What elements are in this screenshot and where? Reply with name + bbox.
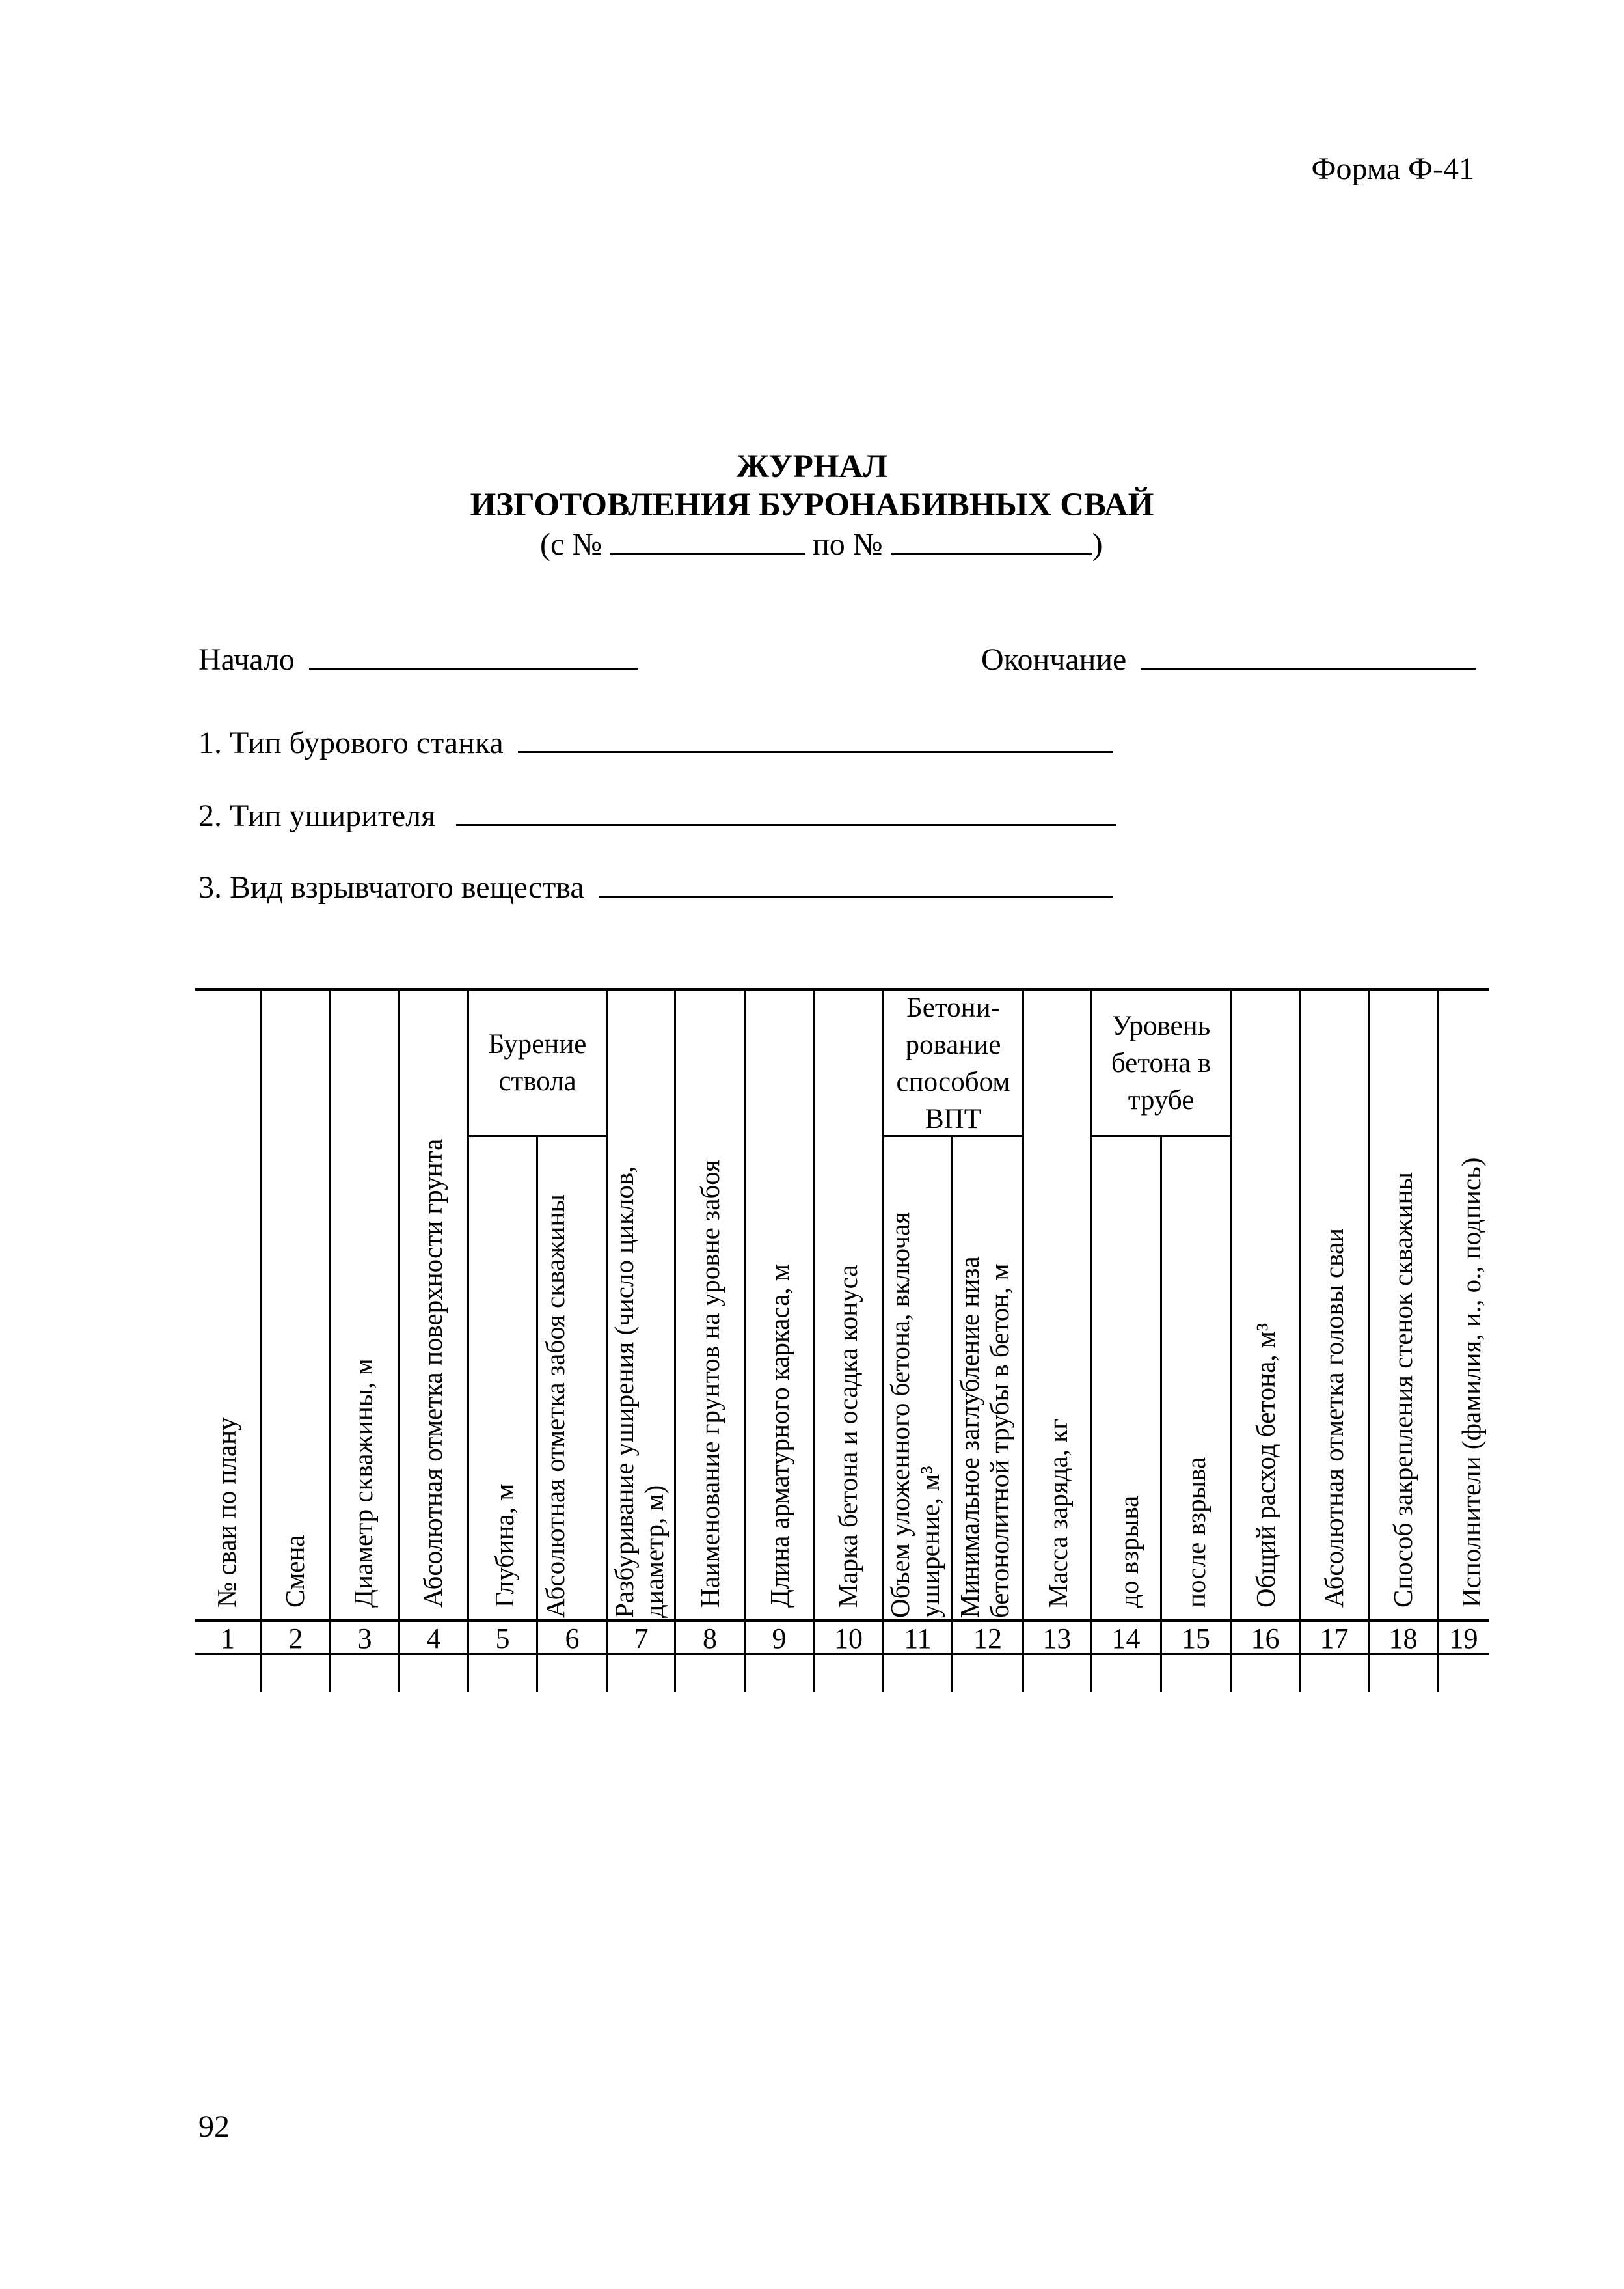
col-header-15: после взрыва xyxy=(1181,1457,1211,1608)
col-header-17: Абсолютная отметка головы сваи xyxy=(1319,1228,1349,1608)
range-from-blank[interactable] xyxy=(610,524,805,555)
start-label: Начало xyxy=(198,642,295,677)
group-header-drilling: Бурение ствола xyxy=(488,1029,587,1097)
col-number-4: 4 xyxy=(426,1623,441,1654)
start-field xyxy=(198,639,638,678)
col-line xyxy=(1299,988,1301,1692)
field-expander xyxy=(198,795,1116,834)
start-blank[interactable] xyxy=(309,639,638,670)
col-line xyxy=(813,988,815,1692)
col-header-1: № сваи по плану xyxy=(211,1417,241,1608)
col-number-9: 9 xyxy=(772,1623,787,1654)
col-number-7: 7 xyxy=(634,1623,649,1654)
col-header-19: Исполнители (фамилия, и., о., подпись) xyxy=(1456,1157,1486,1608)
document-subtitle: ИЗГОТОВЛЕНИЯ БУРОНАБИВНЫХ СВАЙ xyxy=(470,487,1154,523)
col-number-1: 1 xyxy=(221,1623,235,1654)
col-header-6: Абсолютная отметка забоя скважины xyxy=(540,1194,570,1618)
col-header-10: Марка бетона и осадка конуса xyxy=(833,1265,863,1608)
col-header-9: Длина арматурного каркаса, м xyxy=(765,1264,794,1608)
col-number-12: 12 xyxy=(973,1623,1002,1654)
col-number-16: 16 xyxy=(1251,1623,1280,1654)
col-header-8: Наименование грунтов на уровне забоя xyxy=(695,1160,725,1608)
col-line xyxy=(1368,988,1370,1692)
col-number-17: 17 xyxy=(1320,1623,1349,1654)
col-header-3: Диаметр скважины, м xyxy=(348,1358,378,1608)
col-number-2: 2 xyxy=(288,1623,303,1654)
col-number-13: 13 xyxy=(1042,1623,1072,1654)
col-line xyxy=(329,988,331,1692)
col-number-15: 15 xyxy=(1182,1623,1210,1654)
range-open: (с № xyxy=(540,527,602,562)
col-header-16: Общий расход бетона, м³ xyxy=(1251,1323,1280,1608)
field-drilling-rig xyxy=(198,722,1113,761)
page-number: 92 xyxy=(198,2109,230,2144)
pile-range xyxy=(540,524,1103,562)
field-drilling-rig-blank[interactable] xyxy=(518,722,1113,753)
col-number-19: 19 xyxy=(1449,1623,1478,1654)
col-number-18: 18 xyxy=(1388,1623,1418,1654)
field-explosive xyxy=(198,867,1113,905)
col-line xyxy=(536,1136,538,1692)
field-explosive-label: 3. Вид взрывчатого вещества xyxy=(198,870,584,905)
col-header-4: Абсолютная отметка поверхности грунта xyxy=(418,1138,448,1608)
col-line xyxy=(260,988,262,1692)
col-line xyxy=(951,1136,953,1692)
col-line xyxy=(606,988,608,1692)
col-header-11: Объем уложенного бетона, включая уширение, м³ xyxy=(885,1211,945,1618)
form-code: Форма Ф-41 xyxy=(1311,152,1474,186)
field-expander-blank[interactable] xyxy=(456,795,1116,826)
col-header-7: Разбуривание уширения (число циклов, диаметр, м) xyxy=(609,1166,669,1618)
end-blank[interactable] xyxy=(1141,639,1476,670)
col-number-6: 6 xyxy=(565,1623,580,1654)
document-title: ЖУРНАЛ xyxy=(736,448,888,485)
field-explosive-blank[interactable] xyxy=(599,867,1113,898)
range-to-blank[interactable] xyxy=(891,524,1092,555)
end-field xyxy=(981,639,1476,678)
range-close: ) xyxy=(1092,527,1103,562)
col-header-2: Смена xyxy=(280,1535,310,1608)
col-line xyxy=(1160,1136,1162,1692)
col-number-5: 5 xyxy=(495,1623,510,1654)
col-line xyxy=(1437,988,1439,1692)
group-header-concreting: Бетони-рование способом ВПТ xyxy=(896,993,1010,1134)
field-drilling-rig-label: 1. Тип бурового станка xyxy=(198,726,504,760)
col-header-18: Способ закрепления стенок скважины xyxy=(1388,1172,1418,1608)
col-header-12: Минимальное заглубление низа бетонолитной трубы в бетон, м xyxy=(954,1256,1014,1618)
col-line xyxy=(674,988,676,1692)
group-header-concrete-level: Уровень бетона в трубе xyxy=(1111,1011,1211,1116)
col-header-13: Масса заряда, кг xyxy=(1043,1418,1073,1608)
field-expander-label: 2. Тип уширителя xyxy=(198,799,436,833)
col-line xyxy=(744,988,746,1692)
table-top-border xyxy=(195,988,1489,991)
col-line xyxy=(398,988,400,1692)
col-number-11: 11 xyxy=(904,1623,932,1654)
range-middle: по № xyxy=(813,527,883,562)
col-number-8: 8 xyxy=(703,1623,717,1654)
col-number-14: 14 xyxy=(1111,1623,1141,1654)
end-label: Окончание xyxy=(981,642,1127,677)
col-header-14: до взрыва xyxy=(1114,1495,1144,1608)
col-number-3: 3 xyxy=(357,1623,372,1654)
col-number-10: 10 xyxy=(834,1623,863,1654)
col-header-5: Глубина, м xyxy=(489,1483,519,1608)
